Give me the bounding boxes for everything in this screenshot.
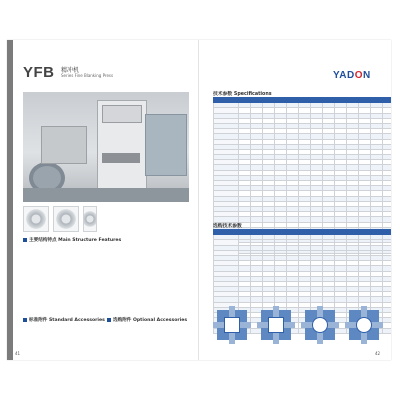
optional-accessories-list bbox=[107, 324, 193, 359]
main-features-heading bbox=[23, 237, 121, 243]
bolster-diagram bbox=[257, 306, 295, 344]
right-page bbox=[199, 40, 391, 360]
round-opening bbox=[356, 317, 372, 333]
accessory-line bbox=[23, 354, 97, 359]
bolster-diagram bbox=[301, 306, 339, 344]
logo-text-part1: YAD bbox=[333, 70, 355, 81]
left-edge-band bbox=[7, 40, 13, 360]
workshop-floor bbox=[23, 188, 189, 202]
section-marker-icon bbox=[107, 318, 111, 322]
square-opening bbox=[268, 317, 284, 333]
options-heading: 选购技术参数 bbox=[213, 224, 242, 229]
model-subtitle-en: Series Fine Blanking Press bbox=[61, 73, 114, 78]
sample-part-image bbox=[23, 206, 49, 232]
optional-accessories-heading-text: 选购附件 Optional Accessories bbox=[113, 318, 188, 323]
feature-line bbox=[107, 310, 193, 315]
accessory-line bbox=[107, 354, 193, 359]
round-opening bbox=[312, 317, 328, 333]
bolster-diagram bbox=[345, 306, 383, 344]
sample-part-image bbox=[83, 206, 97, 232]
feature-line bbox=[23, 310, 97, 315]
sample-part-image bbox=[53, 206, 79, 232]
model-title: YFB bbox=[23, 64, 55, 81]
logo-text-part3: N bbox=[362, 70, 371, 81]
standard-accessories-heading-text: 标准附件 Standard Accessories bbox=[29, 318, 105, 323]
main-features-en bbox=[107, 245, 193, 315]
brand-logo bbox=[333, 70, 371, 81]
square-opening bbox=[224, 317, 240, 333]
press-bed bbox=[102, 153, 140, 163]
bolster-diagrams bbox=[211, 306, 383, 356]
left-page-number: 41 bbox=[15, 351, 21, 356]
control-cabinet bbox=[41, 126, 87, 164]
press-crown bbox=[102, 105, 142, 123]
press-body bbox=[97, 100, 147, 190]
press-machine-photo bbox=[23, 92, 189, 202]
feeder-frame bbox=[145, 114, 187, 176]
left-page bbox=[7, 40, 199, 360]
summary-bullets bbox=[100, 206, 192, 237]
main-features-heading-text: 主要结构特点 Main Structure Features bbox=[29, 238, 122, 243]
right-page-number: 42 bbox=[375, 351, 381, 356]
specifications-heading: 技术参数 Specifications bbox=[213, 92, 272, 97]
section-marker-icon bbox=[23, 238, 27, 242]
section-marker-icon bbox=[23, 318, 27, 322]
optional-accessories-heading bbox=[107, 317, 187, 323]
standard-accessories-heading bbox=[23, 317, 105, 323]
standard-accessories-list bbox=[23, 324, 97, 359]
brochure-spread bbox=[7, 40, 391, 360]
logo-text-part2: O bbox=[354, 70, 363, 81]
model-subtitle-cn: 精冲机 bbox=[61, 67, 80, 74]
main-features-cn bbox=[23, 245, 97, 315]
table-cell bbox=[383, 328, 392, 333]
bolster-diagram bbox=[213, 306, 251, 344]
